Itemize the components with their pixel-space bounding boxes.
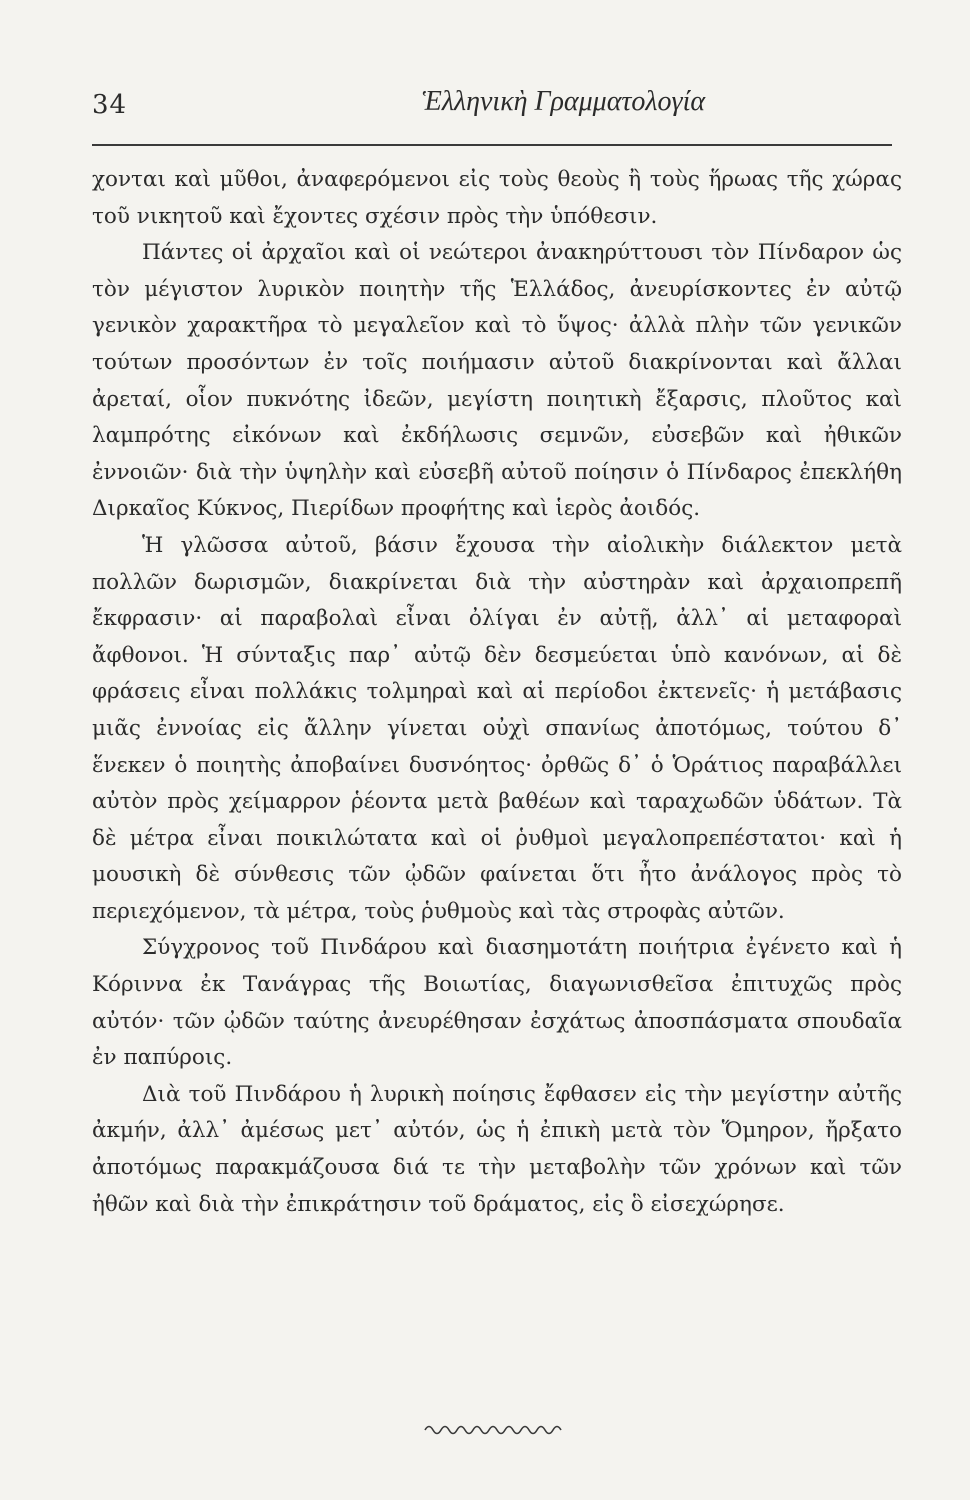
- paragraph-pindar-greatness: Πάντες οἱ ἀρχαῖοι καὶ οἱ νεώτεροι ἀνακηρύττουσι τὸν Πίνδαρον ὡς τὸν μέγιστον λυρικὸν ποιητὴν τῆς Ἑλλάδος, ἀνευρίσκοντες ἐν αὐτῷ γενικὸν χαρακτῆρα τὸ μεγαλεῖον καὶ τὸ ὕψος· ἀλλὰ πλὴν τῶν γενικῶν τούτων προσόντων ἐν τοῖς ποιήμασιν αὐτοῦ διακρίνονται καὶ ἄλλαι ἀρεταί, οἷον πυκνότης ἰδεῶν, μεγίστη ποιητικὴ ἔξαρσις, πλοῦτος καὶ λαμπρότης εἰκόνων καὶ ἐκδήλωσις σεμνῶν, εὐσεβῶν καὶ ἠθικῶν ἐννοιῶν· διὰ τὴν ὑψηλὴν καὶ εὐσεβῆ αὐτοῦ ποίησιν ὁ Πίνδαρος ἐπεκλήθη Διρκαῖος Κύκνος, Πιερίδων προφήτης καὶ ἱερὸς ἀοιδός.: [92, 240, 902, 522]
- body-text: [92, 162, 902, 1223]
- page-header: [92, 80, 892, 130]
- paragraph-pindar-language: Ἡ γλῶσσα αὐτοῦ, βάσιν ἔχουσα τὴν αἰολικὴν διάλεκτον μετὰ πολλῶν δωρισμῶν, διακρίνεται διὰ τὴν αὐστηρὰν καὶ ἀρχαιοπρεπῆ ἔκφρασιν· αἱ παραβολαὶ εἶναι ὀλίγαι ἐν αὐτῇ, ἀλλ᾿ αἱ μεταφοραὶ ἄφθονοι. Ἡ σύνταξις παρ᾿ αὐτῷ δὲν δεσμεύεται ὑπὸ κανόνων, αἱ δὲ φράσεις εἶναι πολλάκις τολμηραὶ καὶ αἱ περίοδοι ἐκτενεῖς· ἡ μετάβασις μιᾶς ἐννοίας εἰς ἄλλην γίνεται οὐχὶ σπανίως ἀποτόμως, τούτου δ᾿ ἕνεκεν ὁ ποιητὴς ἀποβαίνει δυσνόητος· ὀρθῶς δ᾿ ὁ Ὁράτιος παραβάλλει αὐτὸν πρὸς χείμαρρον ῥέοντα μετὰ βαθέων καὶ ταραχωδῶν ὑδάτων. Τὰ δὲ μέτρα εἶναι ποικιλώτατα καὶ οἱ ῥυθμοὶ μεγαλοπρεπέστατοι· καὶ ἡ μουσικὴ δὲ σύνθεσις τῶν ᾠδῶν φαίνεται ὅτι ἦτο ἀνάλογος πρὸς τὸ περιεχόμενον, τὰ μέτρα, τοὺς ῥυθμοὺς καὶ τὰς στροφὰς αὐτῶν.: [92, 532, 902, 924]
- page-number: 34: [92, 90, 128, 120]
- header-rule: [92, 144, 892, 146]
- ornament-divider: [423, 1420, 563, 1440]
- paragraph-corinna: Σύγχρονος τοῦ Πινδάρου καὶ διασημοτάτη ποιήτρια ἐγένετο καὶ ἡ Κόριννα ἐκ Τανάγρας τῆς Βοιωτίας, διαγωνισθεῖσα ἐπιτυχῶς πρὸς αὐτόν· τῶν ᾠδῶν ταύτης ἀνευρέθησαν ἐσχάτως ἀποσπάσματα σπουδαῖα ἐν παπύροις.: [92, 935, 902, 1071]
- paragraph-continuation: χονται καὶ μῦθοι, ἀναφερόμενοι εἰς τοὺς θεοὺς ἢ τοὺς ἥρωας τῆς χώρας τοῦ νικητοῦ καὶ ἔχοντες σχέσιν πρὸς τὴν ὑπόθεσιν.: [92, 167, 902, 229]
- paragraph-lyric-decline: Διὰ τοῦ Πινδάρου ἡ λυρικὴ ποίησις ἔφθασεν εἰς τὴν μεγίστην αὐτῆς ἀκμήν, ἀλλ᾿ ἀμέσως μετ᾿ αὐτόν, ὡς ἡ ἐπικὴ μετὰ τὸν Ὅμηρον, ἤρξατο ἀποτόμως παρακμάζουσα διά τε τὴν μεταβολὴν τῶν χρόνων καὶ τῶν ἠθῶν καὶ διὰ τὴν ἐπικράτησιν τοῦ δράματος, εἰς ὃ εἰσεχώρησε.: [92, 1081, 902, 1217]
- running-title: Ἑλληνικὴ Γραμματολογία: [422, 86, 706, 117]
